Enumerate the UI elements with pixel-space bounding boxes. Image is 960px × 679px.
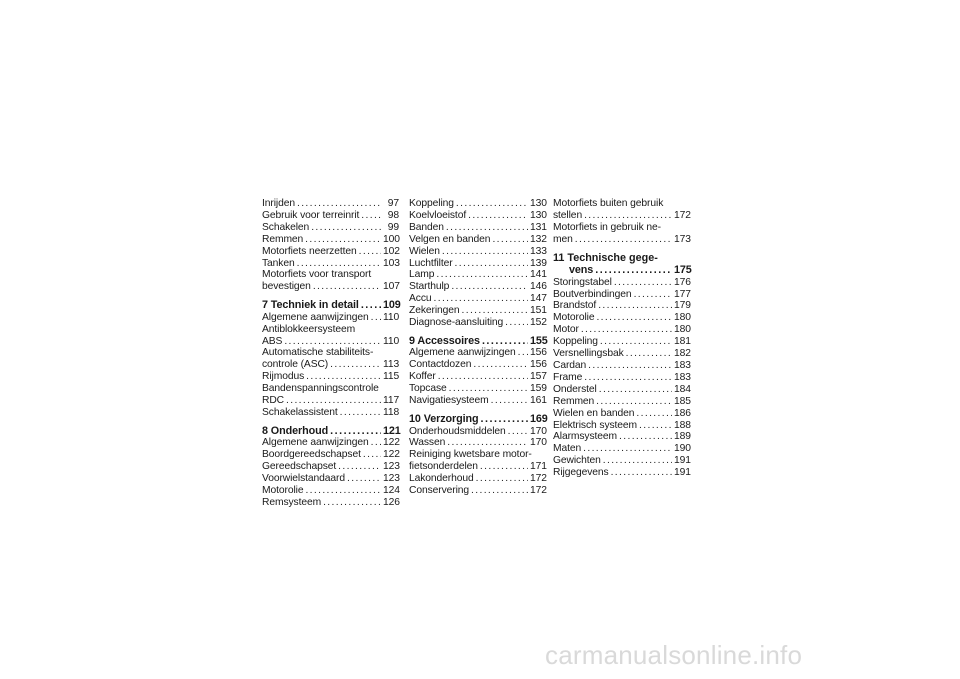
- toc-entry[interactable]: [553, 420, 690, 432]
- dot-leader: [297, 258, 381, 270]
- toc-entry-title: Algemene aanwijzingen: [262, 311, 369, 323]
- dot-leader: [639, 420, 672, 432]
- toc-page-number: 180: [674, 312, 691, 324]
- dot-leader: [473, 359, 528, 371]
- toc-entry-title: Rijmodus: [262, 371, 305, 383]
- toc-page-number: 97: [387, 198, 399, 209]
- toc-page-number: 183: [674, 359, 691, 371]
- toc-page-number: 126: [383, 496, 400, 508]
- toc-entry[interactable]: [262, 258, 399, 270]
- toc-entry[interactable]: [409, 210, 546, 222]
- toc-entry[interactable]: [409, 317, 546, 329]
- toc-page-number: 185: [674, 395, 691, 407]
- toc-entry-title-line: Antiblokkeersysteem: [262, 323, 356, 335]
- toc-entry-title: Remsysteem: [262, 496, 322, 508]
- dot-leader: [340, 407, 381, 419]
- toc-entry-title: Alarmsysteem: [553, 431, 618, 443]
- toc-entry-title: stellen: [553, 209, 583, 221]
- dot-leader: [611, 467, 672, 479]
- toc-page-number: 103: [383, 257, 400, 269]
- dot-leader: [462, 305, 528, 317]
- toc-entry-title: Remmen: [553, 395, 595, 407]
- toc-section-page-number: 169: [530, 413, 548, 425]
- toc-page-number: 147: [530, 293, 547, 305]
- toc-page-number: 141: [530, 269, 547, 281]
- toc-entry-title-line: Motorfiets buiten gebruik: [553, 198, 664, 209]
- toc-page-number: 183: [674, 371, 691, 383]
- toc-entry-title: Gebruik voor terreinrit: [262, 209, 360, 221]
- dot-leader: [359, 246, 381, 258]
- toc-entry-title-line: Motorfiets voor transport: [262, 269, 372, 281]
- dot-leader: [438, 371, 528, 383]
- toc-entry-title: Koppeling: [409, 198, 454, 209]
- toc-entry[interactable]: [553, 408, 690, 420]
- toc-entry-title: Koffer: [409, 371, 436, 383]
- toc-entry-title: Boordgereedschapset: [262, 449, 361, 461]
- toc-entry[interactable]: [553, 384, 690, 396]
- toc-entry[interactable]: [409, 383, 546, 395]
- dot-leader: [588, 360, 672, 372]
- toc-entry[interactable]: [553, 372, 690, 384]
- toc-entry[interactable]: [262, 371, 399, 383]
- toc-page-number: 173: [674, 233, 691, 245]
- toc-entry-title: Motor: [553, 324, 579, 336]
- toc-entry[interactable]: [409, 437, 546, 449]
- toc-page-number: 186: [674, 407, 691, 419]
- dot-leader: [347, 473, 381, 485]
- toc-entry[interactable]: [262, 437, 399, 449]
- toc-entry-title: Maten: [553, 443, 582, 455]
- toc-page-number: 189: [674, 431, 691, 443]
- toc-entry[interactable]: [553, 300, 690, 312]
- toc-entry-title: Zekeringen: [409, 305, 460, 317]
- dot-leader: [599, 384, 672, 396]
- dot-leader: [480, 461, 528, 473]
- toc-page-number: 107: [383, 281, 400, 293]
- toc-page-number: 132: [530, 233, 547, 245]
- toc-column-2: [409, 198, 546, 497]
- watermark: carmanualsonline.info: [545, 640, 803, 670]
- dot-leader: [442, 246, 528, 258]
- dot-leader: [371, 312, 381, 324]
- dot-leader: [626, 348, 672, 360]
- toc-entry-title: Gewichten: [553, 455, 601, 467]
- toc-entry[interactable]: [262, 246, 399, 258]
- toc-page-number: 191: [674, 467, 691, 479]
- toc-page-number: 122: [383, 449, 400, 461]
- dot-leader: [338, 461, 381, 473]
- toc-column-1: [262, 198, 399, 509]
- toc-entry-title: Remmen: [262, 233, 304, 245]
- dot-leader: [455, 258, 528, 270]
- toc-page-number: 130: [530, 198, 547, 209]
- toc-entry[interactable]: [553, 348, 690, 360]
- toc-entry-title: Elektrisch systeem: [553, 419, 638, 431]
- toc-entry[interactable]: [262, 473, 399, 485]
- toc-page-number: 181: [674, 336, 691, 348]
- toc-entry-title: Tanken: [262, 257, 295, 269]
- toc-entry[interactable]: [409, 222, 546, 234]
- toc-page-number: 99: [387, 221, 399, 233]
- toc-section-heading[interactable]: [262, 425, 399, 438]
- toc-page-number: 123: [383, 473, 400, 485]
- toc-page-number: 170: [530, 425, 547, 437]
- toc-page-number: 159: [530, 383, 547, 395]
- toc-page-number: 156: [530, 347, 547, 359]
- toc-entry[interactable]: [409, 473, 546, 485]
- dot-leader: [330, 359, 381, 371]
- toc-entry[interactable]: [553, 360, 690, 372]
- dot-leader: [446, 222, 528, 234]
- toc-page-number: 146: [530, 281, 547, 293]
- dot-leader: [434, 293, 529, 305]
- toc-entry[interactable]: [262, 234, 399, 246]
- toc-page-number: 188: [674, 419, 691, 431]
- dot-leader: [598, 300, 672, 312]
- toc-page-number: 180: [674, 324, 691, 336]
- toc-entry-title: Brandstof: [553, 300, 597, 312]
- toc-entry-title: Luchtfilter: [409, 257, 453, 269]
- toc-entry-title-line: Motorfiets in gebruik ne-: [553, 221, 661, 233]
- toc-entry[interactable]: [553, 324, 690, 336]
- dot-leader: [305, 234, 381, 246]
- toc-entry-title: Koelvloeistof: [409, 209, 467, 221]
- toc-entry[interactable]: [409, 359, 546, 371]
- toc-entry[interactable]: [262, 198, 399, 210]
- toc-entry[interactable]: [262, 461, 399, 473]
- dot-leader: [305, 485, 381, 497]
- dot-leader: [306, 371, 381, 383]
- dot-leader: [596, 312, 672, 324]
- toc-entry-title: Wielen: [409, 245, 440, 257]
- toc-entry-title-line: Automatische stabiliteits-: [262, 347, 374, 359]
- toc-section-title: 9 Accessoires: [409, 334, 480, 347]
- toc-section-page-number: 121: [383, 424, 401, 437]
- toc-page-number: 177: [674, 288, 691, 300]
- toc-entry-title: RDC: [262, 395, 285, 407]
- dot-leader: [584, 372, 672, 384]
- toc-entry[interactable]: [553, 336, 690, 348]
- toc-entry-title: men: [553, 233, 573, 245]
- dot-leader: [492, 234, 528, 246]
- toc-section-title: vens: [569, 264, 594, 277]
- toc-entry[interactable]: [409, 461, 546, 473]
- toc-entry[interactable]: [409, 234, 546, 246]
- toc-entry[interactable]: [409, 246, 546, 258]
- dot-leader: [361, 299, 381, 312]
- toc-page-number: 191: [674, 455, 691, 467]
- toc-page-number: 131: [530, 221, 547, 233]
- toc-page-number: 171: [530, 461, 547, 473]
- toc-entry[interactable]: [409, 293, 546, 305]
- dot-leader: [286, 395, 381, 407]
- dot-leader: [614, 277, 672, 289]
- toc-entry-title: Wielen en banden: [553, 407, 635, 419]
- dot-leader: [636, 408, 672, 420]
- dot-leader: [323, 497, 381, 509]
- toc-entry[interactable]: [553, 289, 690, 301]
- toc-section-title: 7 Techniek in detail: [262, 299, 359, 312]
- toc-page-number: 122: [383, 437, 400, 449]
- toc-section-title: 10 Verzorging: [409, 413, 479, 425]
- toc-entry[interactable]: [409, 371, 546, 383]
- toc-entry[interactable]: [409, 395, 546, 407]
- toc-entry[interactable]: [262, 336, 399, 348]
- toc-entry[interactable]: [262, 312, 399, 324]
- dot-leader: [451, 281, 528, 293]
- toc-entry-title: Motorfiets neerzetten: [262, 245, 357, 257]
- toc-entry[interactable]: [553, 277, 690, 289]
- toc-column-3: [553, 198, 690, 479]
- toc-entry-title-line: Bandenspanningscontrole: [262, 383, 379, 395]
- toc-page-number: 133: [530, 245, 547, 257]
- toc-entry-title: Schakelen: [262, 221, 310, 233]
- toc-page-number: 161: [530, 395, 547, 407]
- toc-entry[interactable]: [553, 234, 690, 246]
- toc-entry-title: Rijgegevens: [553, 467, 609, 479]
- dot-leader: [505, 317, 528, 329]
- dot-leader: [297, 198, 381, 210]
- toc-page-number: 190: [674, 443, 691, 455]
- toc-entry-title: Schakelassistent: [262, 407, 338, 418]
- toc-entry-title: Onderstel: [553, 383, 597, 395]
- dot-leader: [468, 210, 528, 222]
- toc-section-title-line: 11 Technische gege-: [553, 251, 658, 264]
- toc-section-page-number: 175: [674, 264, 692, 277]
- dot-leader: [476, 473, 528, 485]
- toc-entry[interactable]: [262, 407, 399, 419]
- toc-entry[interactable]: [409, 281, 546, 293]
- toc-page-number: 151: [530, 305, 547, 317]
- toc-section-heading[interactable]: [262, 299, 399, 312]
- toc-page-number: 123: [383, 461, 400, 473]
- toc-entry[interactable]: [553, 455, 690, 467]
- dot-leader: [583, 443, 672, 455]
- toc-section-heading[interactable]: [409, 335, 546, 348]
- dot-leader: [311, 222, 381, 234]
- toc-entry-title: Voorwielstandaard: [262, 473, 346, 485]
- dot-leader: [508, 426, 528, 438]
- toc-entry-title: Banden: [409, 221, 444, 233]
- toc-page-number: 130: [530, 209, 547, 221]
- dot-leader: [595, 264, 672, 277]
- toc-entry-title: Algemene aanwijzingen: [262, 437, 369, 449]
- toc-entry-title: Storingstabel: [553, 276, 612, 288]
- dot-leader: [436, 269, 528, 281]
- dot-leader: [634, 289, 672, 301]
- toc-entry[interactable]: [262, 281, 399, 293]
- toc-entry-title: Wassen: [409, 437, 446, 449]
- toc-entry-title: Motorolie: [553, 312, 595, 324]
- dot-leader: [482, 335, 528, 348]
- dot-leader: [603, 455, 672, 467]
- toc-entry-title: controle (ASC): [262, 359, 329, 371]
- toc-entry-title: Onderhoudsmiddelen: [409, 425, 506, 437]
- dot-leader: [456, 198, 528, 210]
- toc-entry-title: ABS: [262, 335, 283, 347]
- toc-entry[interactable]: [262, 210, 399, 222]
- toc-entry-title: Boutverbindingen: [553, 288, 632, 300]
- dot-leader: [518, 347, 528, 359]
- toc-entry[interactable]: [262, 497, 399, 509]
- toc-entry[interactable]: [409, 426, 546, 438]
- toc-entry[interactable]: [262, 359, 399, 371]
- toc-page-number: 102: [383, 245, 400, 257]
- toc-section-heading[interactable]: [409, 413, 546, 426]
- toc-entry-title: Gereedschapset: [262, 461, 337, 473]
- toc-entry[interactable]: [409, 305, 546, 317]
- toc-page-number: 98: [387, 209, 399, 221]
- toc-page-number: 117: [383, 395, 400, 407]
- toc-entry-title: Velgen en banden: [409, 233, 491, 245]
- toc-entry[interactable]: [262, 485, 399, 497]
- toc-entry-title: Diagnose-aansluiting: [409, 317, 504, 329]
- dot-leader: [371, 437, 381, 449]
- dot-leader: [330, 425, 381, 438]
- dot-leader: [600, 336, 672, 348]
- toc-page-number: 179: [674, 300, 691, 312]
- toc-entry[interactable]: [409, 347, 546, 359]
- toc-entry-title: Versnellingsbak: [553, 348, 624, 360]
- toc-section-page-number: 155: [530, 334, 548, 347]
- toc-entry-title: Navigatiesysteem: [409, 395, 489, 407]
- toc-entry[interactable]: [553, 431, 690, 443]
- toc-entry-title: Koppeling: [553, 336, 598, 348]
- toc-page-number: 170: [530, 437, 547, 449]
- toc-page-number: 124: [383, 485, 400, 497]
- toc-section-heading[interactable]: [553, 264, 690, 277]
- toc-entry[interactable]: [553, 312, 690, 324]
- dot-leader: [491, 395, 528, 407]
- toc-entry[interactable]: [553, 467, 690, 479]
- dot-leader: [363, 449, 381, 461]
- toc-entry[interactable]: [409, 198, 546, 210]
- toc-entry[interactable]: [553, 443, 690, 455]
- dot-leader: [575, 234, 672, 246]
- toc-section-page-number: 109: [383, 299, 401, 312]
- toc-entry[interactable]: [262, 222, 399, 234]
- dot-leader: [449, 383, 528, 395]
- toc-entry-title: Cardan: [553, 359, 587, 371]
- toc-page-number: 110: [383, 311, 400, 323]
- toc-entry[interactable]: [262, 395, 399, 407]
- toc-entry-title: Lakonderhoud: [409, 473, 474, 485]
- dot-leader: [313, 281, 381, 293]
- toc-entry-title-line: Reiniging kwetsbare motor-: [409, 449, 532, 461]
- toc-page-number: 110: [383, 335, 400, 347]
- dot-leader: [447, 437, 528, 449]
- toc-entry-title: bevestigen: [262, 281, 311, 293]
- toc-entry-title: fietsonderdelen: [409, 461, 478, 473]
- toc-entry-title: Lamp: [409, 269, 435, 281]
- toc-page-number: 172: [530, 485, 547, 497]
- dot-leader: [581, 324, 672, 336]
- toc-entry-title: Inrijden: [262, 198, 295, 209]
- toc-page-number: 176: [674, 276, 691, 288]
- dot-leader: [471, 485, 528, 497]
- toc-entry[interactable]: [409, 485, 546, 497]
- toc-page-number: 172: [530, 473, 547, 485]
- toc-entry-title: Algemene aanwijzingen: [409, 347, 516, 359]
- dot-leader: [284, 336, 381, 348]
- dot-leader: [481, 413, 528, 426]
- toc-entry-title: Conservering: [409, 485, 470, 497]
- toc-entry-title: Frame: [553, 371, 583, 383]
- toc-entry[interactable]: [409, 258, 546, 270]
- toc-entry-title: Starthulp: [409, 281, 450, 293]
- toc-entry[interactable]: [553, 210, 690, 222]
- dot-leader: [619, 431, 672, 443]
- toc-entry-title: Contactdozen: [409, 359, 472, 371]
- toc-entry[interactable]: [553, 396, 690, 408]
- toc-page-number: 156: [530, 359, 547, 371]
- toc-page-number: 172: [674, 209, 691, 221]
- toc-page-number: 157: [530, 371, 547, 383]
- toc-entry-title: Topcase: [409, 383, 447, 395]
- toc-page-number: 115: [383, 371, 400, 383]
- toc-page-number: 139: [530, 257, 547, 269]
- dot-leader: [596, 396, 672, 408]
- toc-page-number: 100: [383, 233, 400, 245]
- toc-section-title: 8 Onderhoud: [262, 424, 329, 437]
- dot-leader: [361, 210, 381, 222]
- toc-entry-title: Accu: [409, 293, 432, 305]
- toc-page-number: 118: [383, 407, 400, 418]
- toc-page-number: 184: [674, 383, 691, 395]
- toc-entry-title: Motorolie: [262, 485, 304, 497]
- toc-page-number: 152: [530, 317, 547, 329]
- toc-entry[interactable]: [262, 449, 399, 461]
- toc-entry[interactable]: [409, 269, 546, 281]
- toc-page-number: 113: [383, 359, 400, 371]
- dot-leader: [584, 210, 672, 222]
- toc-page-number: 182: [674, 348, 691, 360]
